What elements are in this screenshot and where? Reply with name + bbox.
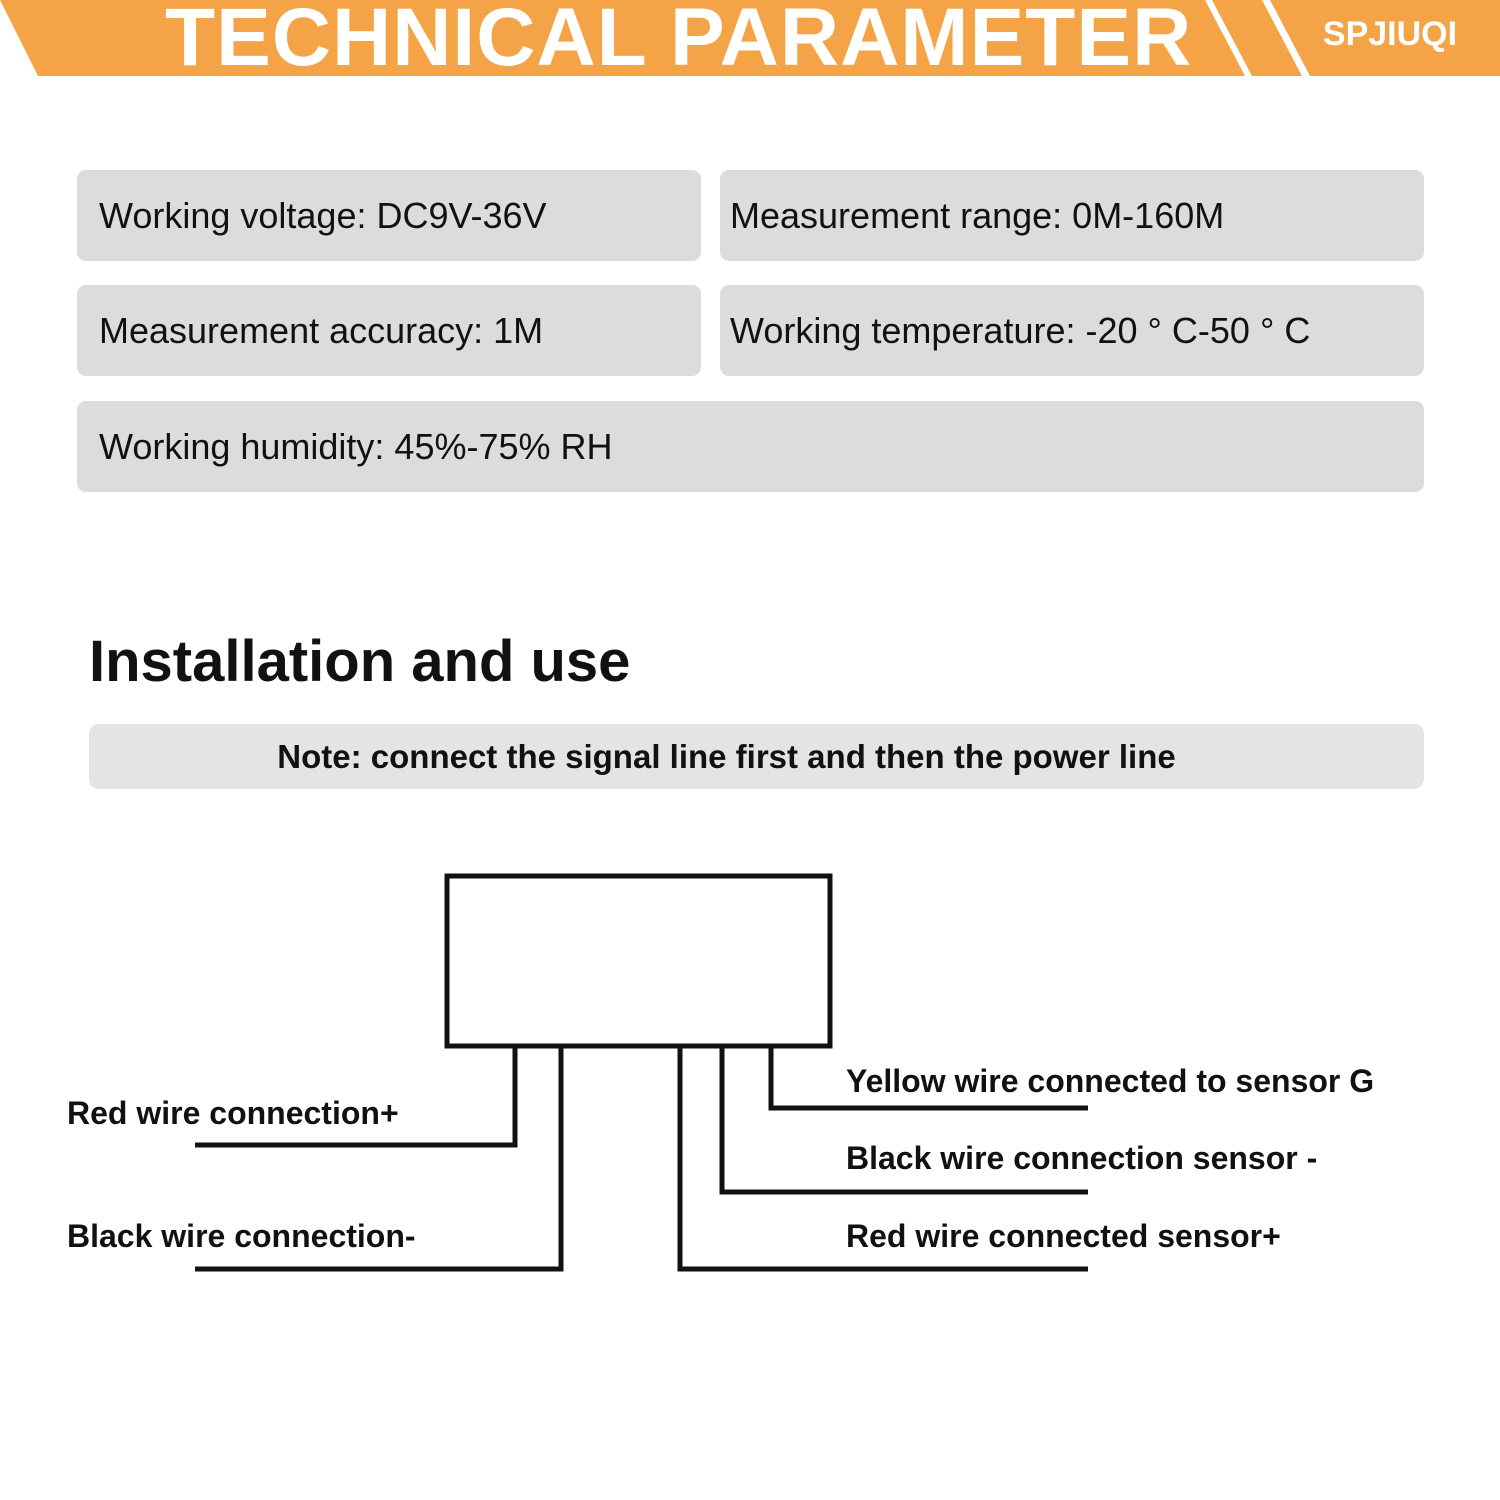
param-working-humidity-text: Working humidity: 45%-75% RH [99, 425, 613, 467]
param-working-temperature-text: Working temperature: -20 ° C-50 ° C [730, 309, 1311, 351]
device-box [447, 876, 830, 1046]
label-sensor-signal: Yellow wire connected to sensor G [846, 1063, 1375, 1099]
label-power-positive: Red wire connection+ [67, 1095, 399, 1131]
label-power-negative: Black wire connection- [67, 1218, 416, 1254]
label-sensor-negative: Black wire connection sensor - [846, 1140, 1318, 1176]
page-title: TECHNICAL PARAMETER [165, 0, 1193, 83]
param-measurement-accuracy-text: Measurement accuracy: 1M [99, 309, 544, 351]
brand-logo: SPJIUQI [1322, 15, 1458, 53]
note-text: Note: connect the signal line first and then the power line [277, 737, 1176, 775]
installation-heading: Installation and use [89, 629, 631, 694]
param-measurement-range-text: Measurement range: 0M-160M [730, 194, 1225, 236]
param-working-voltage-text: Working voltage: DC9V-36V [99, 194, 547, 236]
label-sensor-positive: Red wire connected sensor+ [846, 1218, 1281, 1254]
